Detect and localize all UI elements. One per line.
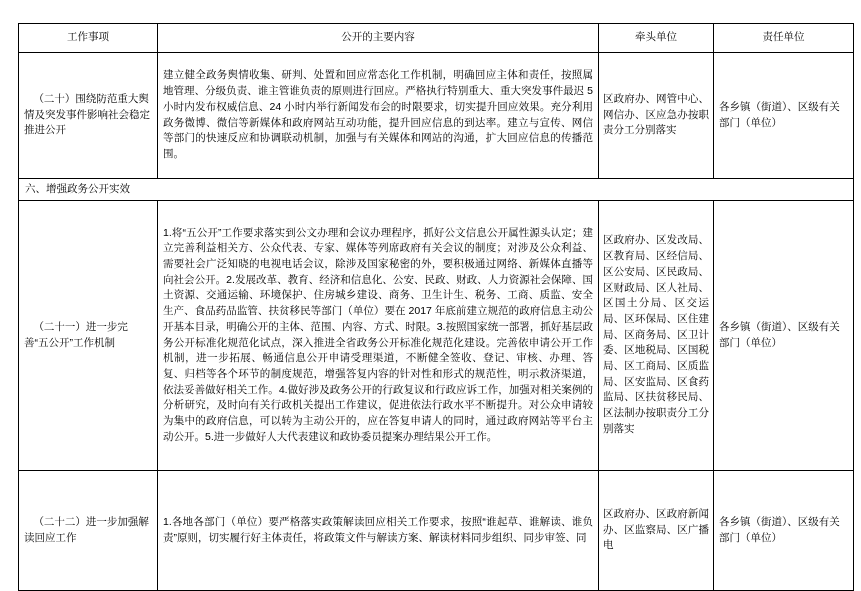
content-cell: 建立健全政务舆情收集、研判、处置和回应常态化工作机制，明确回应主体和责任，按照属地管理、分级负责、谁主管谁负责的原则进行回应。严格执行特别重大、重大突发事件最迟 5 小时内发布权威信息、24 小时内举行新闻发布会的时限要求，切实提升回应效果。充分利用政务微博、微信等新媒体和政府网站互动功能，提升回应信息的到达率。建立与宣传、网信等部门的快速反应和协调联动机制，加强与有关媒体和网站的沟通，扩大回应信息的传播范围。 — [158, 53, 599, 179]
responsible-unit-cell: 各乡镇（街道）、区级有关部门（单位） — [714, 201, 854, 471]
section-header-row — [19, 179, 854, 201]
header-work-item: 工作事项 — [19, 24, 158, 53]
table-header-row — [19, 24, 854, 53]
lead-unit-cell: 区政府办、网管中心、网信办、区应急办按职责分工分别落实 — [599, 53, 714, 179]
work-item-cell: （二十）围绕防范重大舆情及突发事件影响社会稳定推进公开 — [19, 53, 158, 179]
content-cell: 1.各地各部门（单位）要严格落实政策解读回应相关工作要求，按照“谁起草、谁解读、谁负责”原则，切实履行好主体责任，将政策文件与解读方案、解读材料同步组织、同步审签、同 — [158, 471, 599, 591]
work-item-cell: （二十一）进一步完善“五公开”工作机制 — [19, 201, 158, 471]
work-items-table-container — [18, 23, 853, 552]
responsible-unit-cell: 各乡镇（街道）、区级有关部门（单位） — [714, 53, 854, 179]
responsible-unit-cell: 各乡镇（街道）、区级有关部门（单位） — [714, 471, 854, 591]
lead-unit-cell: 区政府办、区政府新闻办、区监察局、区广播电 — [599, 471, 714, 591]
table-row — [19, 201, 854, 471]
header-lead-unit: 牵头单位 — [599, 24, 714, 53]
work-item-cell: （二十二）进一步加强解读回应工作 — [19, 471, 158, 591]
header-responsible-unit: 责任单位 — [714, 24, 854, 53]
table-row — [19, 53, 854, 179]
content-cell: 1.将“五公开”工作要求落实到公文办理和会议办理程序，抓好公文信息公开属性源头认定；建立完善利益相关方、公众代表、专家、媒体等列席政府有关会议的制度；对涉及公众利益、需要社会广泛知晓的电视电话会议，除涉及国家秘密的外，要积极通过网络、新媒体直播等向社会公开。2.发展改革、教育、经济和信息化、公安、民政、财政、人力资源社会保障、国土资源、交通运输、环境保护、住房城乡建设、商务、卫生计生、税务、工商、质监、安全生产、食品药品监管、扶贫移民等部门（单位）要在 2017 年底前建立规范的政府信息主动公开基本目录，明确公开的主体、范围、内容、方式、时限。3.按照国家统一部署，抓好基层政务公开标准化规范化试点，深入推进全省政务公开标准化规范化建设。完善依申请公开工作机制，进一步拓展、畅通信息公开申请受理渠道，不断健全签收、登记、审核、办理、答复、归档等各个环节的制度规范，增强答复内容的针对性和形式的规范性，明示救济渠道，依法妥善做好相关工作。4.做好涉及政务公开的行政复议和行政应诉工作，加强对相关案例的分析研究，及时向有关行政机关提出工作建议，促进依法行政水平不断提升。对公众申请较为集中的政府信息，可以转为主动公开的，应在答复申请人的同时，通过政府网站等平台主动公开。5.进一步做好人大代表建议和政协委员提案办理结果公开工作。 — [158, 201, 599, 471]
work-items-table — [18, 23, 854, 591]
section-header-cell: 六、增强政务公开实效 — [19, 179, 854, 201]
table-row — [19, 471, 854, 591]
lead-unit-cell: 区政府办、区发改局、区教育局、区经信局、区公安局、区民政局、区财政局、区人社局、区国土分局、区交运局、区环保局、区住建局、区商务局、区卫计委、区地税局、区国税局、区工商局、区质监局、区安监局、区食药监局、区扶贫移民局、区法制办按职责分工分别落实 — [599, 201, 714, 471]
header-main-content: 公开的主要内容 — [158, 24, 599, 53]
